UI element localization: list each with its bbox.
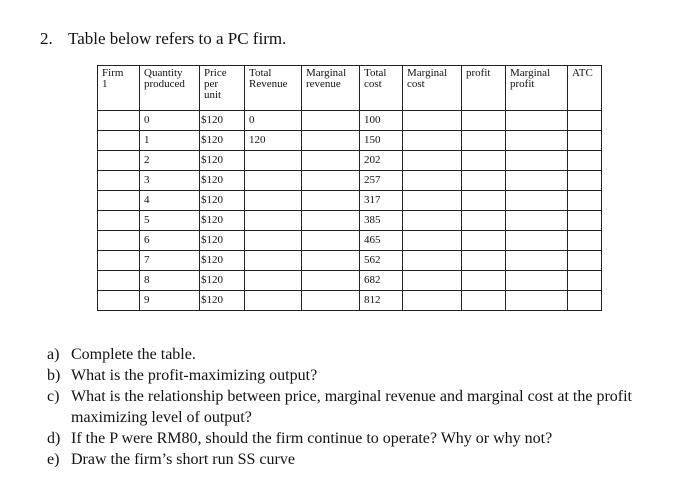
header-line: per [204, 78, 219, 90]
cell-marginal-revenue [302, 211, 360, 231]
cell-atc [568, 271, 602, 291]
part-label: d) [47, 430, 61, 447]
cell-marginal-revenue [302, 271, 360, 291]
cell-atc [568, 111, 602, 131]
cell-marginal-cost [403, 251, 462, 271]
cell-atc [568, 151, 602, 171]
header-line: profit [510, 78, 535, 90]
question-part [47, 344, 667, 365]
question-heading [40, 29, 286, 49]
header-marginal-revenue [302, 66, 360, 111]
cell-quantity: 1 [140, 131, 200, 151]
cell-marginal-revenue [302, 171, 360, 191]
header-row [98, 66, 602, 111]
cell-quantity: 4 [140, 191, 200, 211]
question-number: 2. [40, 29, 53, 48]
header-line: Revenue [249, 78, 288, 90]
cell-price: $120 [200, 131, 245, 151]
table-row [98, 151, 602, 171]
part-text: If the P were RM80, should the firm continue to operate? Why or why not? [71, 430, 553, 447]
table-row [98, 191, 602, 211]
cell-profit [462, 151, 506, 171]
cell-marginal-profit [506, 151, 568, 171]
cell-total-revenue [245, 271, 302, 291]
part-text: Complete the table. [71, 346, 196, 363]
header-line: 1 [102, 78, 108, 90]
table-row [98, 111, 602, 131]
table-body [98, 111, 602, 311]
question-text: Table below refers to a PC firm. [68, 29, 287, 48]
cell-marginal-cost [403, 171, 462, 191]
cell-profit [462, 191, 506, 211]
table-row [98, 171, 602, 191]
cell-total-cost: 682 [360, 271, 403, 291]
cell-quantity: 8 [140, 271, 200, 291]
table-row [98, 251, 602, 271]
table-row [98, 131, 602, 151]
cell-atc [568, 171, 602, 191]
part-label: a) [47, 346, 60, 363]
cell-marginal-profit [506, 211, 568, 231]
header-quantity [140, 66, 200, 111]
header-line: Firm [102, 67, 124, 79]
header-firm [98, 66, 140, 111]
header-total-cost [360, 66, 403, 111]
cell-profit [462, 231, 506, 251]
cell-total-cost: 257 [360, 171, 403, 191]
header-line: Total [364, 67, 387, 79]
table-row [98, 211, 602, 231]
cell-total-cost: 385 [360, 211, 403, 231]
cell-marginal-profit [506, 231, 568, 251]
cell-firm [98, 171, 140, 191]
cell-firm [98, 131, 140, 151]
part-text: What is the relationship between price, marginal revenue and marginal cost at the profit maximizing level of output? [71, 388, 632, 426]
cell-price: $120 [200, 211, 245, 231]
header-marginal-profit [506, 66, 568, 111]
cell-total-revenue [245, 171, 302, 191]
cell-quantity: 0 [140, 111, 200, 131]
cell-total-revenue [245, 151, 302, 171]
cell-firm [98, 211, 140, 231]
cell-total-revenue: 0 [245, 111, 302, 131]
cell-profit [462, 211, 506, 231]
cell-marginal-profit [506, 271, 568, 291]
table-row [98, 271, 602, 291]
cell-price: $120 [200, 191, 245, 211]
cell-firm [98, 291, 140, 311]
table-row [98, 231, 602, 251]
cell-price: $120 [200, 111, 245, 131]
cell-quantity: 9 [140, 291, 200, 311]
header-total-revenue [245, 66, 302, 111]
cell-marginal-cost [403, 151, 462, 171]
header-line: Quantity [144, 67, 183, 79]
cell-price: $120 [200, 231, 245, 251]
cell-atc [568, 211, 602, 231]
question-part [47, 449, 667, 470]
header-line: Marginal [510, 67, 551, 79]
cell-total-revenue: 120 [245, 131, 302, 151]
header-line: Marginal [306, 67, 347, 79]
cell-marginal-cost [403, 131, 462, 151]
header-marginal-cost [403, 66, 462, 111]
cell-price: $120 [200, 251, 245, 271]
cell-price: $120 [200, 271, 245, 291]
part-label: c) [47, 388, 60, 405]
cell-atc [568, 251, 602, 271]
cell-atc [568, 231, 602, 251]
cell-quantity: 3 [140, 171, 200, 191]
cell-marginal-profit [506, 191, 568, 211]
cell-profit [462, 111, 506, 131]
part-label: e) [47, 451, 60, 468]
table-row [98, 291, 602, 311]
cell-marginal-cost [403, 191, 462, 211]
cell-quantity: 7 [140, 251, 200, 271]
cell-total-cost: 562 [360, 251, 403, 271]
cell-total-cost: 317 [360, 191, 403, 211]
cell-marginal-revenue [302, 111, 360, 131]
cell-firm [98, 111, 140, 131]
cell-marginal-revenue [302, 251, 360, 271]
question-part [47, 428, 667, 449]
cell-marginal-profit [506, 251, 568, 271]
cell-profit [462, 131, 506, 151]
question-part [47, 386, 667, 428]
cell-quantity: 6 [140, 231, 200, 251]
cell-marginal-cost [403, 291, 462, 311]
cell-marginal-profit [506, 171, 568, 191]
header-line: produced [144, 78, 185, 90]
cell-total-revenue [245, 211, 302, 231]
cell-total-revenue [245, 251, 302, 271]
cell-marginal-revenue [302, 291, 360, 311]
cell-marginal-profit [506, 111, 568, 131]
cell-firm [98, 271, 140, 291]
part-text: What is the profit-maximizing output? [71, 367, 318, 384]
cell-atc [568, 191, 602, 211]
cell-quantity: 5 [140, 211, 200, 231]
cell-marginal-profit [506, 131, 568, 151]
header-line: Marginal [407, 67, 448, 79]
header-profit [462, 66, 506, 111]
header-line: unit [204, 89, 222, 101]
cell-total-revenue [245, 231, 302, 251]
cell-firm [98, 231, 140, 251]
cell-profit [462, 251, 506, 271]
header-line: profit [466, 67, 491, 79]
header-line: cost [364, 78, 382, 90]
header-atc [568, 66, 602, 111]
header-price [200, 66, 245, 111]
cell-marginal-revenue [302, 191, 360, 211]
cell-total-cost: 150 [360, 131, 403, 151]
cell-total-cost: 812 [360, 291, 403, 311]
cell-firm [98, 191, 140, 211]
cell-profit [462, 171, 506, 191]
cell-total-cost: 465 [360, 231, 403, 251]
question-part [47, 365, 667, 386]
cell-total-cost: 202 [360, 151, 403, 171]
cell-total-revenue [245, 291, 302, 311]
cell-price: $120 [200, 171, 245, 191]
cell-marginal-cost [403, 111, 462, 131]
data-table [97, 65, 602, 311]
header-line: cost [407, 78, 425, 90]
cell-marginal-cost [403, 271, 462, 291]
part-text: Draw the firm’s short run SS curve [71, 451, 295, 468]
header-line: Price [204, 67, 227, 79]
cell-price: $120 [200, 151, 245, 171]
cell-firm [98, 251, 140, 271]
cell-total-cost: 100 [360, 111, 403, 131]
header-line: revenue [306, 78, 341, 90]
cell-atc [568, 131, 602, 151]
cell-quantity: 2 [140, 151, 200, 171]
part-label: b) [47, 367, 61, 384]
cell-atc [568, 291, 602, 311]
cell-marginal-cost [403, 231, 462, 251]
question-parts [47, 344, 667, 470]
cell-marginal-profit [506, 291, 568, 311]
cell-profit [462, 291, 506, 311]
header-line: ATC [572, 67, 593, 79]
cell-marginal-revenue [302, 231, 360, 251]
cell-price: $120 [200, 291, 245, 311]
cell-marginal-revenue [302, 151, 360, 171]
header-line: Total [249, 67, 272, 79]
cell-marginal-revenue [302, 131, 360, 151]
cell-profit [462, 271, 506, 291]
cell-total-revenue [245, 191, 302, 211]
cell-firm [98, 151, 140, 171]
cell-marginal-cost [403, 211, 462, 231]
